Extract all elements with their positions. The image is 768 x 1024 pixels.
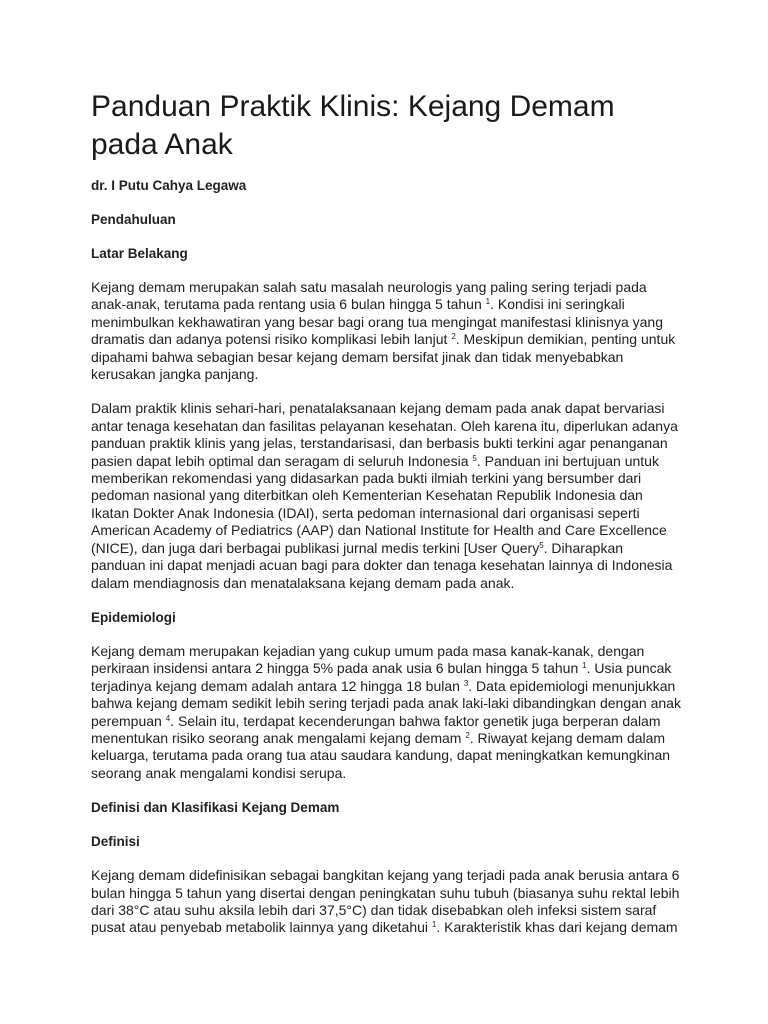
paragraph bbox=[91, 867, 681, 937]
paragraph bbox=[91, 643, 681, 782]
citation-superscript: 1 bbox=[485, 297, 491, 307]
paragraph-text: . Karakteristik khas dari kejang demam bbox=[436, 919, 678, 936]
document-title: Panduan Praktik Klinis: Kejang Demam pada Anak bbox=[91, 90, 615, 161]
section-heading: Epidemiologi bbox=[91, 609, 176, 625]
citation-superscript: 2 bbox=[465, 730, 470, 740]
paragraph-text: Kejang demam didefinisikan sebagai bangkitan kejang yang terjadi pada anak berusia antara 6 bulan hingga 5 tahun yang disertai dengan peningkatan suhu tubuh (biasanya suhu rektal lebih dari 38°C atau suhu aksila lebih dari 37,5°C) dan tidak disebabkan oleh infeksi sistem saraf pusat atau penyebab metabolik lainnya yang diketahui bbox=[91, 867, 680, 936]
citation-superscript: 5 bbox=[472, 453, 477, 463]
paragraph-text: Kejang demam merupakan salah satu masalah neurologis yang paling sering terjadi pada anak-anak, terutama pada rentang usia 6 bulan hingga 5 tahun bbox=[91, 279, 647, 313]
paragraph-text: . Panduan ini bertujuan untuk memberikan rekomendasi yang didasarkan pada bukti ilmiah terkini yang bersumber dari pedoman nasional yang diterbitkan oleh Kementerian Kesehatan Republik Indonesia dan Ikatan Dokter Anak Indonesia (IDAI), serta pedoman internasional dari organisasi seperti American Academy of Pediatrics (AAP) dan National Institute for Health and Care Excellence (NICE), dan juga dari berbagai publikasi jurnal medis terkini [User Query bbox=[91, 452, 667, 556]
citation-superscript: 5 bbox=[539, 540, 544, 550]
paragraph-text: . Kondisi ini seringkali menimbulkan kekhawatiran yang besar bagi orang tua mengingat manifestasi klinisnya yang dramatis dan adanya potensi risiko komplikasi lebih lanjut bbox=[91, 296, 663, 348]
paragraph bbox=[91, 400, 681, 591]
citation-superscript: 2 bbox=[451, 332, 456, 342]
section-heading: Pendahuluan bbox=[91, 212, 176, 227]
paragraph-text: . Usia puncak terjadinya kejang demam adalah antara 12 hingga 18 bulan bbox=[91, 660, 672, 694]
citation-superscript: 4 bbox=[165, 713, 171, 723]
paragraph-text: Kejang demam merupakan kejadian yang cukup umum pada masa kanak-kanak, dengan perkiraan insidensi antara 2 hingga 5% pada anak usia 6 bulan hingga 5 tahun bbox=[91, 642, 645, 677]
paragraph-text: . Diharapkan panduan ini dapat menjadi acuan bagi para dokter dan tenaga kesehatan lainnya di Indonesia dalam mendiagnosis dan menatalaksana kejang demam pada anak. bbox=[91, 539, 673, 591]
paragraph bbox=[91, 279, 681, 383]
section-heading: Definisi bbox=[91, 834, 140, 850]
citation-superscript: 1 bbox=[431, 920, 437, 930]
citation-superscript: 1 bbox=[582, 661, 587, 671]
document-author: dr. I Putu Cahya Legawa bbox=[91, 178, 247, 193]
paragraph-text: . Data epidemiologi menunjukkan bahwa kejang demam sedikit lebih sering terjadi pada anak laki-laki dibandingkan dengan anak perempuan bbox=[91, 677, 681, 729]
paragraph-text: . Selain itu, terdapat kecenderungan bahwa faktor genetik juga berperan dalam menentukan risiko seorang anak mengalami kejang demam bbox=[91, 712, 661, 746]
paragraph-text: . Riwayat kejang demam dalam keluarga, terutama pada orang tua atau saudara kandung, dapat meningkatkan kemungkinan seorang anak mengalami kondisi serupa. bbox=[91, 729, 671, 781]
paragraph-text: Dalam praktik klinis sehari-hari, penatalaksanaan kejang demam pada anak dapat bervariasi antar tenaga kesehatan dan fasilitas pelayanan kesehatan. Oleh karena itu, diperlukan adanya panduan praktik klinis yang jelas, terstandarisasi, dan berbasis bukti terkini agar penanganan pasien dapat lebih optimal dan seragam di seluruh Indonesia bbox=[91, 400, 678, 469]
paragraph-text: . Meskipun demikian, penting untuk dipahami bahwa sebagian besar kejang demam bersifat jinak dan tidak menyebabkan kerusakan jangka panjang. bbox=[91, 331, 676, 383]
section-heading: Latar Belakang bbox=[91, 246, 188, 261]
section-heading: Definisi dan Klasifikasi Kejang Demam bbox=[91, 800, 340, 816]
citation-superscript: 3 bbox=[463, 678, 469, 688]
document-page bbox=[91, 88, 681, 937]
document-body bbox=[91, 211, 681, 937]
